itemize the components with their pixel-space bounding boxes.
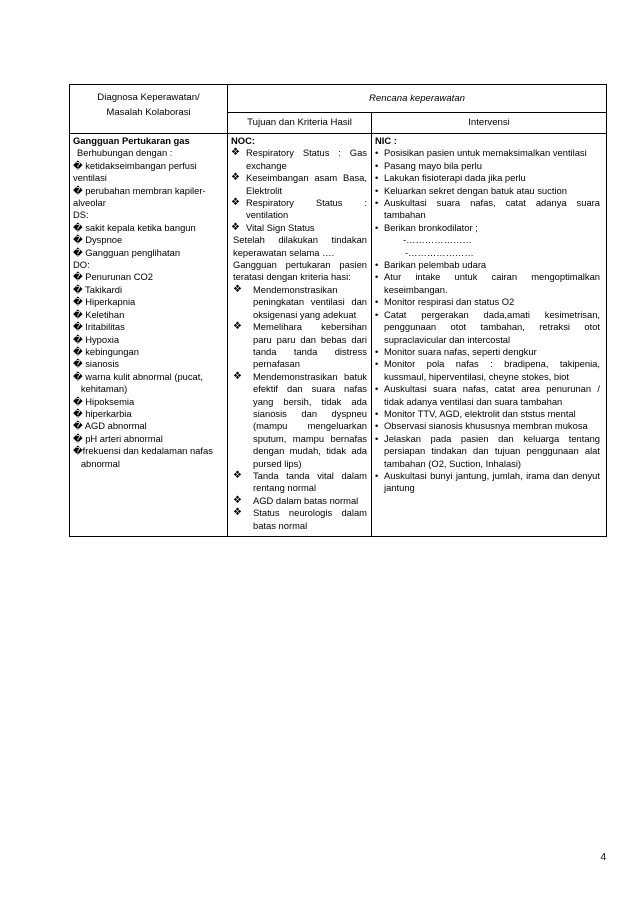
diagnosis-line: � Takikardi — [73, 283, 123, 295]
nic-list-2 — [375, 259, 600, 495]
nic-item-text: Posisikan pasien untuk memaksimalkan ventilasi — [384, 147, 587, 159]
diamond-bullet-icon: ❖ — [233, 469, 242, 481]
nic-item — [375, 259, 600, 271]
nic-item-text: Monitor respirasi dan status O2 — [384, 296, 515, 308]
bullet-icon: • — [375, 271, 379, 283]
diagnosis-line: � Penurunan CO2 — [73, 271, 153, 283]
diagnosis-line: DO: — [73, 259, 90, 271]
diagnosis-line: � Dyspnoe — [73, 234, 123, 246]
diagnosis-line: � warna kulit abnormal (pucat, — [73, 370, 203, 382]
nic-item-text: Barikan pelembab udara — [384, 259, 487, 271]
nic-list — [375, 147, 600, 234]
diagnosis-line: � AGD abnormal — [73, 420, 147, 432]
header-rencana: Rencana keperawatan — [228, 85, 607, 113]
criteria-item-text: AGD dalam batas normal — [253, 494, 359, 506]
diagnosis-line: abnormal — [73, 457, 120, 469]
bullet-icon: • — [375, 159, 379, 171]
diamond-bullet-icon: ❖ — [231, 221, 240, 233]
nic-cell — [372, 134, 607, 537]
header-diagnosa: Diagnosa Keperawatan/ — [97, 92, 200, 103]
diagnosis-title: Gangguan Pertukaran gas — [73, 135, 190, 146]
diagnosis-subtitle: Berhubungan dengan : — [77, 147, 173, 159]
diamond-bullet-icon: ❖ — [231, 197, 240, 209]
noc-item-text: Keseimbangan asam Basa, Elektrolit — [246, 172, 367, 196]
diagnosis-line: DS: — [73, 209, 89, 221]
diamond-bullet-icon: ❖ — [233, 283, 242, 295]
nic-item — [375, 420, 600, 432]
criteria-item-text: Mendemonstrasikan peningkatan ventilasi dan oksigenasi yang adekuat — [253, 283, 367, 320]
bronkodilator-placeholder: -………………… — [403, 234, 472, 246]
nic-dots — [375, 234, 600, 259]
noc-item-text: Respiratory Status : Gas exchange — [246, 147, 367, 171]
nic-item-text: Monitor pola nafas : bradipena, takipenia, kussmaul, hiperventilasi, cheyne stokes, biot — [384, 358, 601, 382]
criteria-list — [231, 284, 367, 532]
diagnosis-line: � sianosis — [73, 358, 120, 370]
noc-item — [231, 222, 367, 234]
diamond-bullet-icon: ❖ — [233, 494, 242, 506]
diagnosis-line: � Keletihan — [73, 308, 125, 320]
bullet-icon: • — [375, 432, 379, 444]
nic-title: NIC : — [375, 135, 397, 146]
nic-item-text: Jelaskan pada pasien dan keluarga tentang persiapan tindakan dan tujuan penggunaan alat tambahan (O2, Suction, Inhalasi) — [384, 432, 601, 469]
nic-item-text: Auskultasi suara nafas, catat area penurunan / tidak adanya ventilasi dan suara tambahan — [384, 383, 601, 407]
criteria-item — [231, 371, 367, 470]
bullet-icon: • — [375, 296, 379, 308]
bullet-icon: • — [375, 469, 379, 481]
bullet-icon: • — [375, 383, 379, 395]
nic-item-text: Monitor suara nafas, seperti dengkur — [384, 345, 537, 357]
noc-item — [231, 147, 367, 172]
criteria-item-text: Memelihara kebersihan paru paru dan bebas dari tanda tanda distress pernafasan — [253, 321, 367, 370]
header-intervensi: Intervensi — [372, 113, 607, 134]
diagnosis-line: � perubahan membran kapiler- — [73, 184, 206, 196]
header-diagnosa-cell — [70, 85, 228, 134]
nic-item — [375, 408, 600, 420]
criteria-item — [231, 495, 367, 507]
criteria-item — [231, 470, 367, 495]
nic-item-text: Observasi sianosis khususnya membran mukosa — [384, 420, 588, 432]
nic-item — [375, 383, 600, 408]
diamond-bullet-icon: ❖ — [231, 172, 240, 184]
bullet-icon: • — [375, 407, 379, 419]
bullet-icon: • — [375, 308, 379, 320]
nic-item — [375, 172, 600, 184]
diagnosis-line: kehitaman) — [73, 383, 128, 395]
noc-title: NOC: — [231, 135, 255, 146]
noc-cell — [228, 134, 372, 537]
diagnosis-line: � kebingungan — [73, 345, 139, 357]
diagnosis-line: � ketidakseimbangan perfusi — [73, 159, 197, 171]
nic-item-text: Auskultasi bunyi jantung, jumlah, irama dan denyut jantung — [384, 469, 601, 494]
diagnosis-line: � Hypoxia — [73, 333, 120, 345]
nic-item-text: Pasang mayo bila perlu — [384, 159, 482, 171]
diamond-bullet-icon: ❖ — [233, 370, 242, 382]
diamond-bullet-icon: ❖ — [231, 147, 240, 159]
diagnosis-line: � sakit kepala ketika bangun — [73, 221, 196, 233]
diagnosis-line: � Hiperkapnia — [73, 296, 136, 308]
noc-item-text: Respiratory Status : ventilation — [246, 197, 367, 221]
diamond-bullet-icon: ❖ — [233, 321, 242, 333]
bullet-icon: • — [375, 197, 379, 209]
nic-item-text: Auskultasi suara nafas, catat adanya suara tambahan — [384, 197, 601, 221]
diagnosis-line: � pH arteri abnormal — [73, 432, 163, 444]
nic-item-text: Lakukan fisioterapi dada jika perlu — [384, 172, 526, 184]
noc-item — [231, 172, 367, 197]
noc-para2: Gangguan pertukaran pasien teratasi dengan kriteria hasi: — [233, 259, 367, 283]
bronkodilator-placeholder: -………………… — [405, 246, 474, 258]
noc-list — [231, 147, 367, 234]
nic-item — [375, 296, 600, 308]
nic-item — [375, 147, 600, 159]
diamond-bullet-icon: ❖ — [233, 507, 242, 519]
header-tujuan: Tujuan dan Kriteria Hasil — [228, 113, 372, 134]
diagnosis-cell — [70, 134, 228, 537]
criteria-item-text: Status neurologis dalam batas normal — [253, 507, 367, 531]
care-plan-table — [69, 84, 607, 537]
criteria-item-text: Tanda tanda vital dalam rentang normal — [253, 469, 367, 494]
nic-item — [375, 470, 600, 495]
diagnosis-line: �frekuensi dan kedalaman nafas — [73, 445, 213, 457]
nic-item — [375, 433, 600, 470]
header-masalah: Masalah Kolaborasi — [106, 107, 191, 118]
diagnosis-lines — [73, 160, 223, 470]
criteria-item — [231, 507, 367, 532]
nic-item-text: Keluarkan sekret dengan batuk atau suction — [384, 184, 567, 196]
diagnosis-line: alveolar — [73, 197, 106, 209]
diagnosis-line: � Hipoksemia — [73, 395, 135, 407]
nic-item-text: Monitor TTV, AGD, elektrolit dan ststus mental — [384, 407, 576, 419]
bullet-icon: • — [375, 172, 379, 184]
nic-item — [375, 185, 600, 197]
criteria-item — [231, 284, 367, 321]
nic-item — [375, 160, 600, 172]
diagnosis-line: � Gangguan penglihatan — [73, 246, 181, 258]
nic-item — [375, 358, 600, 383]
bullet-icon: • — [375, 184, 379, 196]
bullet-icon: • — [375, 259, 379, 271]
diagnosis-line: � hiperkarbia — [73, 407, 132, 419]
noc-item — [231, 197, 367, 222]
nic-item-text: Atur intake untuk cairan mengoptimalkan keseimbangan. — [384, 271, 601, 295]
nic-item — [375, 271, 600, 296]
noc-para1: Setelah dilakukan tindakan keperawatan selama …. — [233, 234, 367, 258]
page-number: 4 — [600, 852, 606, 863]
bullet-icon: • — [375, 147, 379, 159]
bullet-icon: • — [375, 221, 379, 233]
nic-item-text: Catat pergerakan dada,amati kesimetrisan, penggunaan otot tambahan, retraksi otot supraclavicular dan intercostal — [384, 308, 601, 345]
diagnosis-line: ventilasi — [73, 172, 107, 184]
nic-item — [375, 346, 600, 358]
nic-item-text: Berikan bronkodilator ; — [384, 221, 478, 233]
criteria-item — [231, 321, 367, 371]
bullet-icon: • — [375, 358, 379, 370]
nic-item — [375, 197, 600, 222]
bullet-icon: • — [375, 345, 379, 357]
criteria-item-text: Mendemonstrasikan batuk efektif dan suara nafas yang bersih, tidak ada sianosis dan dyspneu (mampu mengeluarkan sputum, mampu bernafas dengan mudah, tidak ada pursed lips) — [253, 370, 367, 469]
noc-item-text: Vital Sign Status — [246, 221, 315, 233]
nic-item — [375, 222, 600, 234]
nic-item — [375, 309, 600, 346]
diagnosis-line: � Iritabilitas — [73, 321, 125, 333]
bullet-icon: • — [375, 420, 379, 432]
